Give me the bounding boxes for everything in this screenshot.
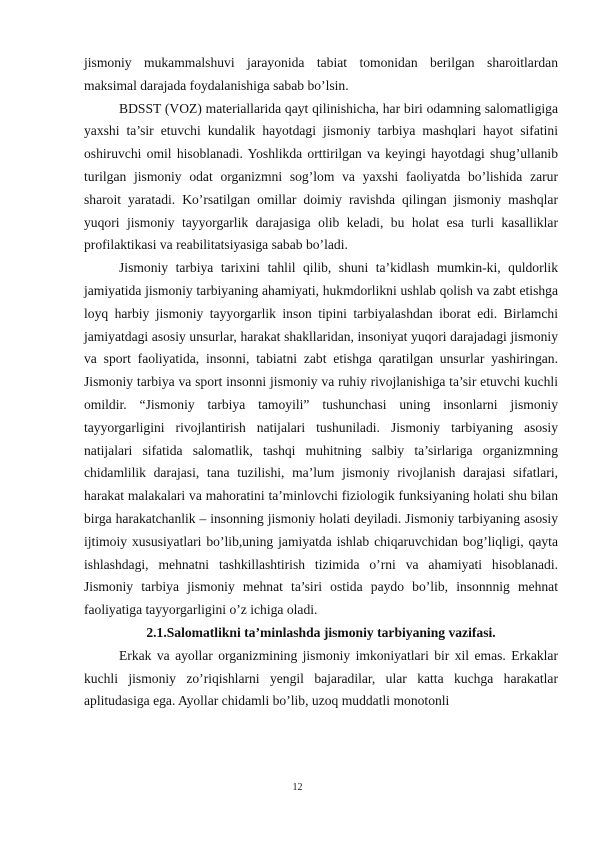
paragraph-gender-differences: Erkak va ayollar organizmining jismoniy imkoniyatlari bir xil emas. Erkaklar kuchli jismoniy zo’riqishlarni yengil bajaradilar, ular katta kuchga harakatlar aplitudasiga ega. Ayollar chidamli bo’lib, uzoq muddatli monotonli — [84, 647, 558, 709]
paragraph-bdsst: BDSST (VOZ) materiallarida qayt qilinishicha, har biri odamning salomatligiga yaxshi ta’sir etuvchi kundalik hayotdagi jismoniy tarbiya mashqlari hayot sifatini oshiruvchi omil hisoblanadi. Yoshlikda orttirilgan va keyingi hayotdagi shug’ullanib turilgan jismoniy odat organizmni sog’lom va yaxshi faoliyatda bo’lishida zarur sharoit yaratadi. Ko’rsatilgan omillar doimiy ravishda qilingan jismoniy mashqlar yuqori jismoniy tayyorgarlik darajasiga olib keladi, bu holat esa turli kasalliklar profilaktikasi va reabilitatsiyasiga sabab bo’ladi. — [84, 100, 558, 253]
section-heading: 2.1.Salomatlikni ta’minlashda jismoniy tarbiyaning vazifasi. — [146, 624, 496, 640]
paragraph-continuation: jismoniy mukammalshuvi jarayonida tabiat tomonidan berilgan sharoitlardan maksimal darajada foydalanishiga sabab bo’lsin. — [84, 55, 558, 93]
document-page — [84, 52, 558, 713]
paragraph-history: Jismoniy tarbiya tarixini tahlil qilib, shuni ta’kidlash mumkin-ki, quldorlik jamiyatida jismoniy tarbiyaning ahamiyati, hukmdorlikni ushlab qolish va zabt etishga loyq harbiy jismoniy tayyorgarlik inson tipini tarbiyalashdan iborat edi. Birlamchi jamiyatdagi asosiy unsurlar, harakat shakllaridan, insoniyat yuqori darajadagi jismoniy va sport faoliyatida, insonni, tabiatni zabt etishga qaratilgan unsurlar yashiringan. Jismoniy tarbiya va sport insonni jismoniy va ruhiy rivojlanishiga ta’sir etuvchi kuchli omildir. “Jismoniy tarbiya tamoyili” tushunchasi uning insonlarni jismoniy tayyorgarligini rivojlantirish natijalari tushuniladi. Jismoniy tarbiyaning asosiy natijalari sifatida salomatlik, tashqi muhitning salbiy ta’sirlariga organizmning chidamlilik darajasi, tana tuzilishi, ma’lum jismoniy rivojlanish darajasi sifatlari, harakat malakalari va mahoratini ta’minlovchi fiziologik funksiyaning holati shu bilan birga harakatchanlik – insonning jismoniy holati deyiladi. Jismoniy tarbiyaning asosiy ijtimoiy xususiyatlari bo’lib,uning jamiyatda ishlab chiqaruvchidan bog’liqligi, qayta ishlashdagi, mehnatni tashkillashtirish tizimida o’rni va ahamiyati hisoblanadi. Jismoniy tarbiya jismoniy mehnat ta’siri ostida paydo bo’lib, insonnnig mehnat faoliyatiga tayyorgarligini o’z ichiga oladi. — [84, 260, 558, 618]
page-number: 12 — [292, 782, 303, 793]
